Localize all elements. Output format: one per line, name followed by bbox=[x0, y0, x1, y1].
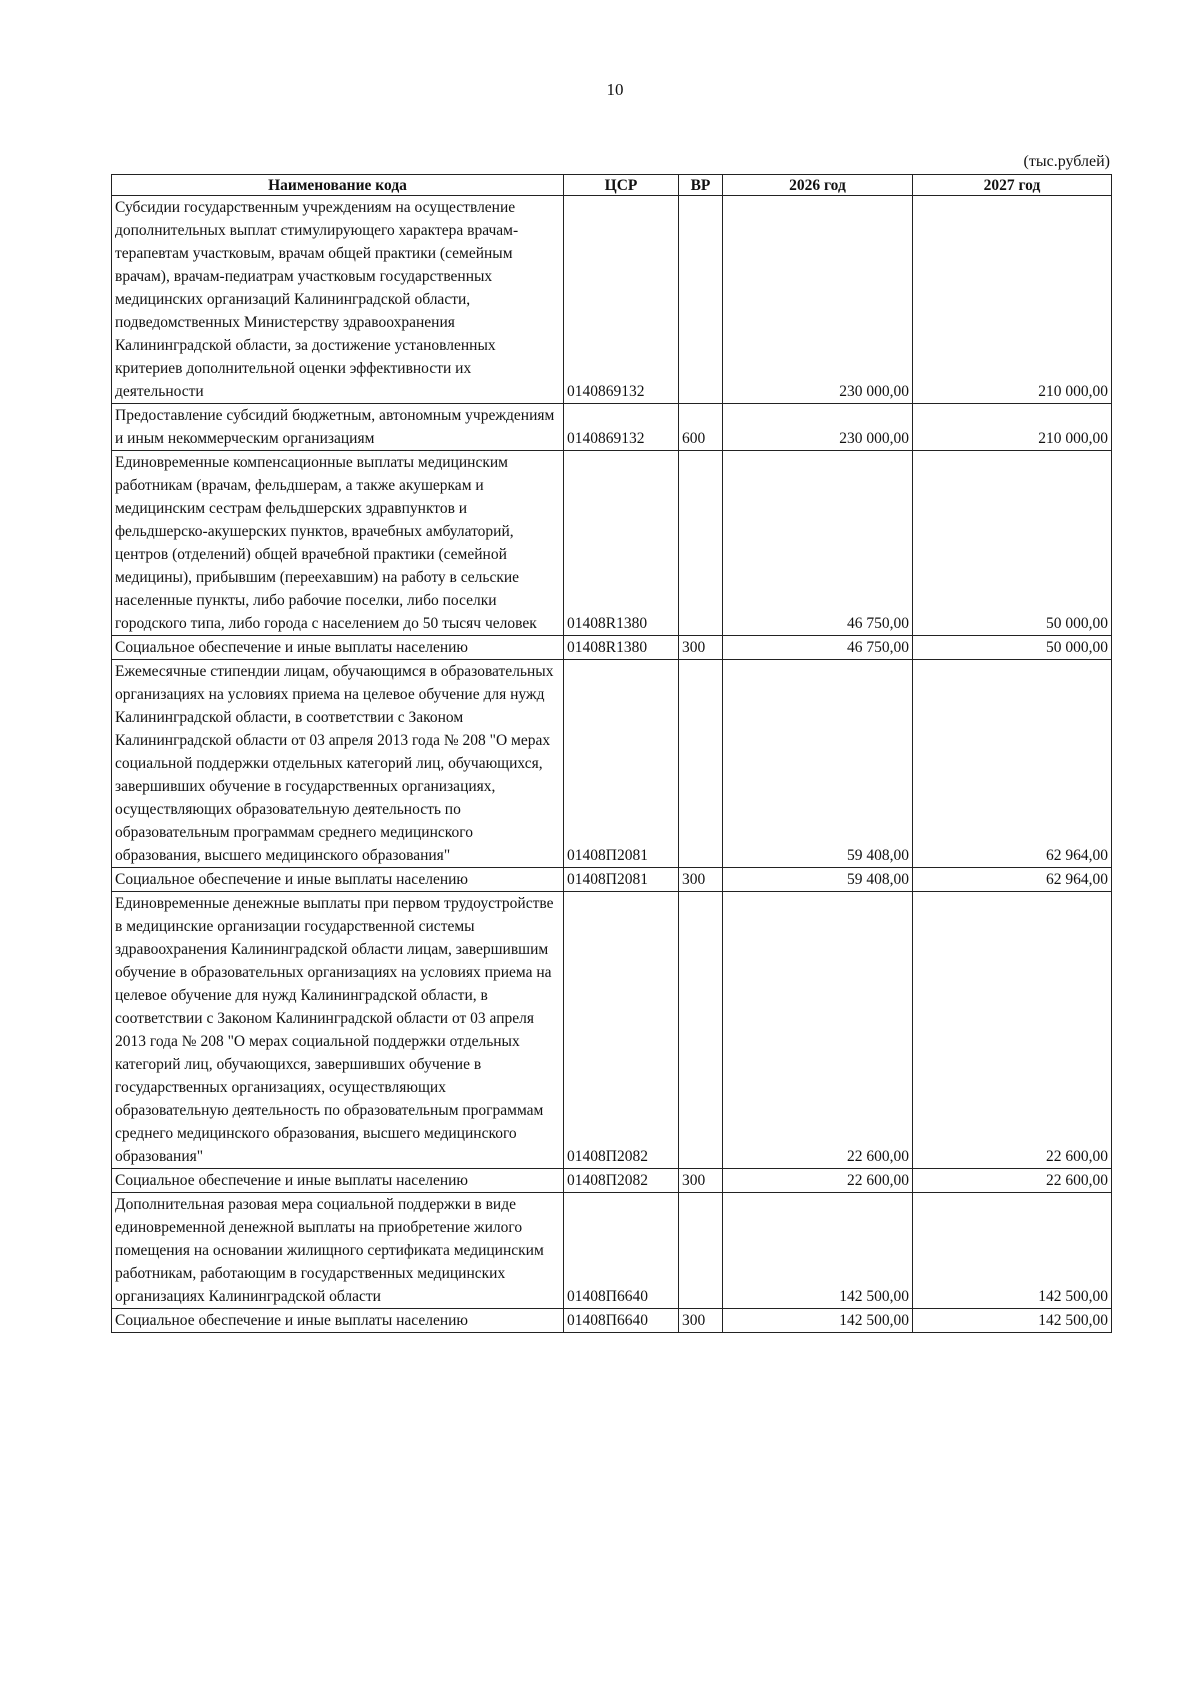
units-label: (тыс.рублей) bbox=[1023, 153, 1110, 170]
cell-csr: 01408П2082 bbox=[564, 892, 679, 1169]
table-row bbox=[112, 1309, 1112, 1333]
table-body bbox=[112, 196, 1112, 1333]
cell-y2026: 230 000,00 bbox=[723, 196, 913, 404]
cell-vr bbox=[679, 196, 723, 404]
cell-csr: 0140869132 bbox=[564, 196, 679, 404]
cell-y2027: 62 964,00 bbox=[913, 660, 1112, 868]
cell-vr: 300 bbox=[679, 868, 723, 892]
header-2027: 2027 год bbox=[913, 175, 1112, 196]
cell-name: Социальное обеспечение и иные выплаты населению bbox=[112, 868, 564, 892]
table-row bbox=[112, 196, 1112, 404]
table-row bbox=[112, 636, 1112, 660]
cell-y2027: 22 600,00 bbox=[913, 892, 1112, 1169]
cell-vr: 300 bbox=[679, 636, 723, 660]
cell-csr: 01408R1380 bbox=[564, 451, 679, 636]
cell-name: Дополнительная разовая мера социальной поддержки в виде единовременной денежной выплаты на приобретение жилого помещения на основании жилищного сертификата медицинским работникам, работающим в государственных медицинских организациях Калининградской области bbox=[112, 1193, 564, 1309]
cell-y2027: 142 500,00 bbox=[913, 1193, 1112, 1309]
cell-csr: 0140869132 bbox=[564, 404, 679, 451]
cell-y2026: 59 408,00 bbox=[723, 868, 913, 892]
cell-vr: 300 bbox=[679, 1169, 723, 1193]
budget-table bbox=[111, 174, 1112, 1333]
header-vr: ВР bbox=[679, 175, 723, 196]
cell-name: Социальное обеспечение и иные выплаты населению bbox=[112, 1169, 564, 1193]
cell-y2027: 50 000,00 bbox=[913, 636, 1112, 660]
cell-y2027: 50 000,00 bbox=[913, 451, 1112, 636]
cell-y2026: 142 500,00 bbox=[723, 1193, 913, 1309]
page-number: 10 bbox=[606, 80, 624, 99]
cell-csr: 01408R1380 bbox=[564, 636, 679, 660]
cell-name: Социальное обеспечение и иные выплаты населению bbox=[112, 1309, 564, 1333]
cell-y2027: 62 964,00 bbox=[913, 868, 1112, 892]
cell-y2026: 230 000,00 bbox=[723, 404, 913, 451]
table-row bbox=[112, 660, 1112, 868]
cell-csr: 01408П6640 bbox=[564, 1193, 679, 1309]
cell-vr bbox=[679, 451, 723, 636]
cell-y2027: 210 000,00 bbox=[913, 196, 1112, 404]
cell-y2026: 46 750,00 bbox=[723, 636, 913, 660]
cell-name: Единовременные компенсационные выплаты медицинским работникам (врачам, фельдшерам, а также акушеркам и медицинским сестрам фельдшерских здравпунктов и фельдшерско-акушерских пунктов, врачебных амбулаторий, центров (отделений) общей врачебной практики (семейной медицины), прибывшим (переехавшим) на работу в сельские населенные пункты, либо рабочие поселки, либо поселки городского типа, либо города с населением до 50 тысяч человек bbox=[112, 451, 564, 636]
cell-name: Социальное обеспечение и иные выплаты населению bbox=[112, 636, 564, 660]
cell-name: Ежемесячные стипендии лицам, обучающимся в образовательных организациях на условиях приема на целевое обучение для нужд Калининградской области, в соответствии с Законом Калининградской области от 03 апреля 2013 года № 208 "О мерах социальной поддержки отдельных категорий лиц, обучающихся, завершивших обучение в государственных организациях, осуществляющих образовательную деятельность по образовательным программам среднего медицинского образования, высшего медицинского образования" bbox=[112, 660, 564, 868]
cell-csr: 01408П2081 bbox=[564, 868, 679, 892]
cell-name: Субсидии государственным учреждениям на осуществление дополнительных выплат стимулирующего характера врачам-терапевтам участковым, врачам общей практики (семейным врачам), врачам-педиатрам участковым государственных медицинских организаций Калининградской области, подведомственных Министерству здравоохранения Калининградской области, за достижение установленных критериев дополнительной оценки эффективности их деятельности bbox=[112, 196, 564, 404]
cell-y2027: 22 600,00 bbox=[913, 1169, 1112, 1193]
cell-csr: 01408П2081 bbox=[564, 660, 679, 868]
cell-vr bbox=[679, 660, 723, 868]
header-csr: ЦСР bbox=[564, 175, 679, 196]
cell-csr: 01408П2082 bbox=[564, 1169, 679, 1193]
header-name: Наименование кода bbox=[112, 175, 564, 196]
cell-name: Предоставление субсидий бюджетным, автономным учреждениям и иным некоммерческим организациям bbox=[112, 404, 564, 451]
cell-y2026: 46 750,00 bbox=[723, 451, 913, 636]
cell-y2026: 142 500,00 bbox=[723, 1309, 913, 1333]
table-row bbox=[112, 404, 1112, 451]
table-row bbox=[112, 1193, 1112, 1309]
cell-name: Единовременные денежные выплаты при первом трудоустройстве в медицинские организации государственной системы здравоохранения Калининградской области лицам, завершившим обучение в образовательных организациях на условиях приема на целевое обучение для нужд Калининградской области, в соответствии с Законом Калининградской области от 03 апреля 2013 года № 208 "О мерах социальной поддержки отдельных категорий лиц, обучающихся, завершивших обучение в государственных организациях, осуществляющих образовательную деятельность по образовательным программам среднего медицинского образования, высшего медицинского образования" bbox=[112, 892, 564, 1169]
cell-y2026: 59 408,00 bbox=[723, 660, 913, 868]
cell-vr: 600 bbox=[679, 404, 723, 451]
cell-vr: 300 bbox=[679, 1309, 723, 1333]
cell-y2026: 22 600,00 bbox=[723, 1169, 913, 1193]
table-row bbox=[112, 868, 1112, 892]
table-row bbox=[112, 892, 1112, 1169]
table-header-row bbox=[112, 175, 1112, 196]
cell-vr bbox=[679, 892, 723, 1169]
cell-y2026: 22 600,00 bbox=[723, 892, 913, 1169]
table-row bbox=[112, 1169, 1112, 1193]
cell-csr: 01408П6640 bbox=[564, 1309, 679, 1333]
cell-y2027: 142 500,00 bbox=[913, 1309, 1112, 1333]
cell-vr bbox=[679, 1193, 723, 1309]
table-row bbox=[112, 451, 1112, 636]
cell-y2027: 210 000,00 bbox=[913, 404, 1112, 451]
header-2026: 2026 год bbox=[723, 175, 913, 196]
